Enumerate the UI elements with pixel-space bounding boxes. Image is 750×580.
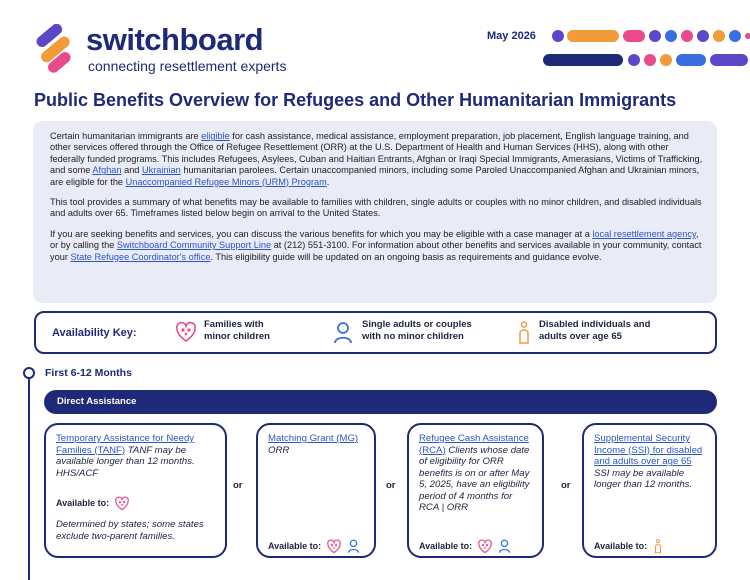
mg-note: ORR	[268, 444, 290, 456]
mg-availability	[268, 539, 360, 554]
intro-paragraph-3	[50, 229, 703, 263]
tanf-footnote: Determined by states; some states exclude two-parent families.	[56, 519, 204, 542]
tanf-availability	[56, 496, 129, 511]
header	[0, 0, 750, 85]
afghan-link[interactable]: Afghan	[92, 165, 122, 176]
key-singles-line: Single adults or couples	[362, 319, 472, 330]
eligible-link[interactable]: eligible	[201, 131, 230, 141]
intro-text: at (212) 551-3100. For information about other benefits and services available in your community, contact your	[50, 240, 702, 262]
key-disabled-line: Disabled individuals and	[539, 319, 651, 330]
local-resettlement-agency-link[interactable]: local resettlement agency	[592, 228, 696, 239]
available-to-label: Available to:	[419, 540, 473, 551]
single-adult-icon	[333, 321, 353, 345]
card-ssi-body	[594, 433, 705, 491]
or-separator: or	[233, 480, 243, 491]
key-families-line: minor children	[204, 331, 270, 342]
key-disabled-line: adults over age 65	[539, 331, 622, 342]
families-icon	[327, 539, 341, 554]
publication-date: May 2026	[487, 30, 536, 42]
ssi-note: SSI may be available longer than 12 months.	[594, 467, 693, 490]
ssi-link[interactable]: Supplemental Security Income (SSI) for disabled and adults over age 65	[594, 433, 703, 467]
intro-text: humanitarian parolees. Certain unaccompanied minors, including some Paroled Unaccompanied Afghan and Ukrainian minors, are eligible for the	[50, 165, 700, 187]
families-icon	[115, 496, 129, 511]
card-matching-grant	[256, 423, 376, 558]
families-icon	[176, 321, 196, 343]
rca-link[interactable]: Refugee Cash Assistance (RCA)	[419, 433, 529, 456]
available-to-label: Available to:	[594, 540, 648, 551]
families-icon	[478, 539, 492, 554]
brand-tagline: connecting resettlement experts	[88, 58, 287, 74]
timeline-line	[28, 374, 30, 580]
availability-key	[34, 311, 717, 354]
intro-text: If you are seeking benefits and services, you can discuss the various benefits for which you may be eligible with a case manager at a	[50, 228, 593, 239]
card-mg-body	[268, 433, 364, 456]
timeline-label: First 6-12 Months	[45, 367, 132, 379]
card-ssi	[582, 423, 717, 558]
key-singles-line: with no minor children	[362, 331, 464, 342]
decorative-dots-top	[551, 29, 750, 43]
disabled-adult-icon	[516, 321, 532, 345]
switchboard-logo-icon[interactable]	[32, 24, 78, 76]
card-tanf	[44, 423, 227, 558]
timeline-marker	[23, 367, 35, 379]
ukrainian-link[interactable]: Ukrainian	[141, 165, 181, 176]
urm-program-link[interactable]: Unaccompanied Refugee Minors (URM) Program	[125, 176, 327, 187]
key-disabled-label	[539, 319, 650, 343]
rca-availability	[419, 539, 511, 554]
available-to-label: Available to:	[268, 540, 322, 551]
rca-note: Clients whose date of eligibility for ORR benefits is on or after May 5, 2025, have an eligibility period of 4 months for RCA | ORR	[419, 444, 530, 513]
matching-grant-link[interactable]: Matching Grant (MG)	[268, 433, 359, 444]
or-separator: or	[561, 480, 571, 491]
page-title: Public Benefits Overview for Refugees and Other Humanitarian Immigrants	[34, 90, 677, 110]
key-families-label	[204, 319, 270, 343]
single-adult-icon	[498, 539, 511, 554]
key-singles-label	[362, 319, 472, 343]
tanf-note: TANF may be available longer than 12 months. HHS/ACF	[56, 444, 195, 479]
card-tanf-body	[56, 433, 215, 479]
intro-paragraph-2: This tool provides a summary of what benefits may be available to families with children, single adults or couples with no minor children, and disabled individuals and adults over 65. Timeframes listed below begin on arrival to the United States.	[50, 197, 702, 219]
intro-text: Certain humanitarian immigrants are	[50, 131, 202, 141]
tanf-link[interactable]: Temporary Assistance for Needy Families (TANF)	[56, 433, 195, 456]
key-families-line: Families with	[204, 319, 264, 330]
intro-text: and	[121, 165, 142, 176]
or-separator: or	[386, 480, 396, 491]
brand-name[interactable]: switchboard	[86, 22, 264, 57]
decorative-dots-bottom	[542, 53, 750, 67]
card-rca-body	[419, 433, 532, 514]
intro-text: for cash assistance, medical assistance, employment preparation, job placement, English language training, and other services offered through the Office of Refugee Resettlement (ORR) at the U.S. Department of Health and Human Services (HHS), along with other federally funded programs. This includes Refugees, Asylees, Cuban and Haitian Entrants, Afghan or Iraqi Special Immigrants, Amerasians, Victims of Trafficking, and some	[50, 131, 703, 176]
ssi-availability	[594, 539, 663, 554]
intro-text: . This eligibility guide will be updated on an ongoing basis as requirements and guidance evolve.	[210, 251, 602, 262]
available-to-label: Available to:	[56, 497, 110, 508]
intro-text: , or by calling the	[50, 228, 699, 251]
intro-paragraph-1	[50, 131, 703, 188]
disabled-adult-icon	[653, 539, 663, 554]
single-adult-icon	[347, 539, 360, 554]
availability-key-title: Availability Key:	[52, 327, 137, 339]
card-rca	[407, 423, 544, 558]
section-header-direct-assistance: Direct Assistance	[44, 390, 717, 414]
intro-text: .	[326, 176, 330, 187]
support-line-link[interactable]: Switchboard Community Support Line	[116, 240, 272, 251]
state-refugee-coordinator-link[interactable]: State Refugee Coordinator's office	[70, 251, 211, 262]
intro-panel	[33, 121, 717, 303]
